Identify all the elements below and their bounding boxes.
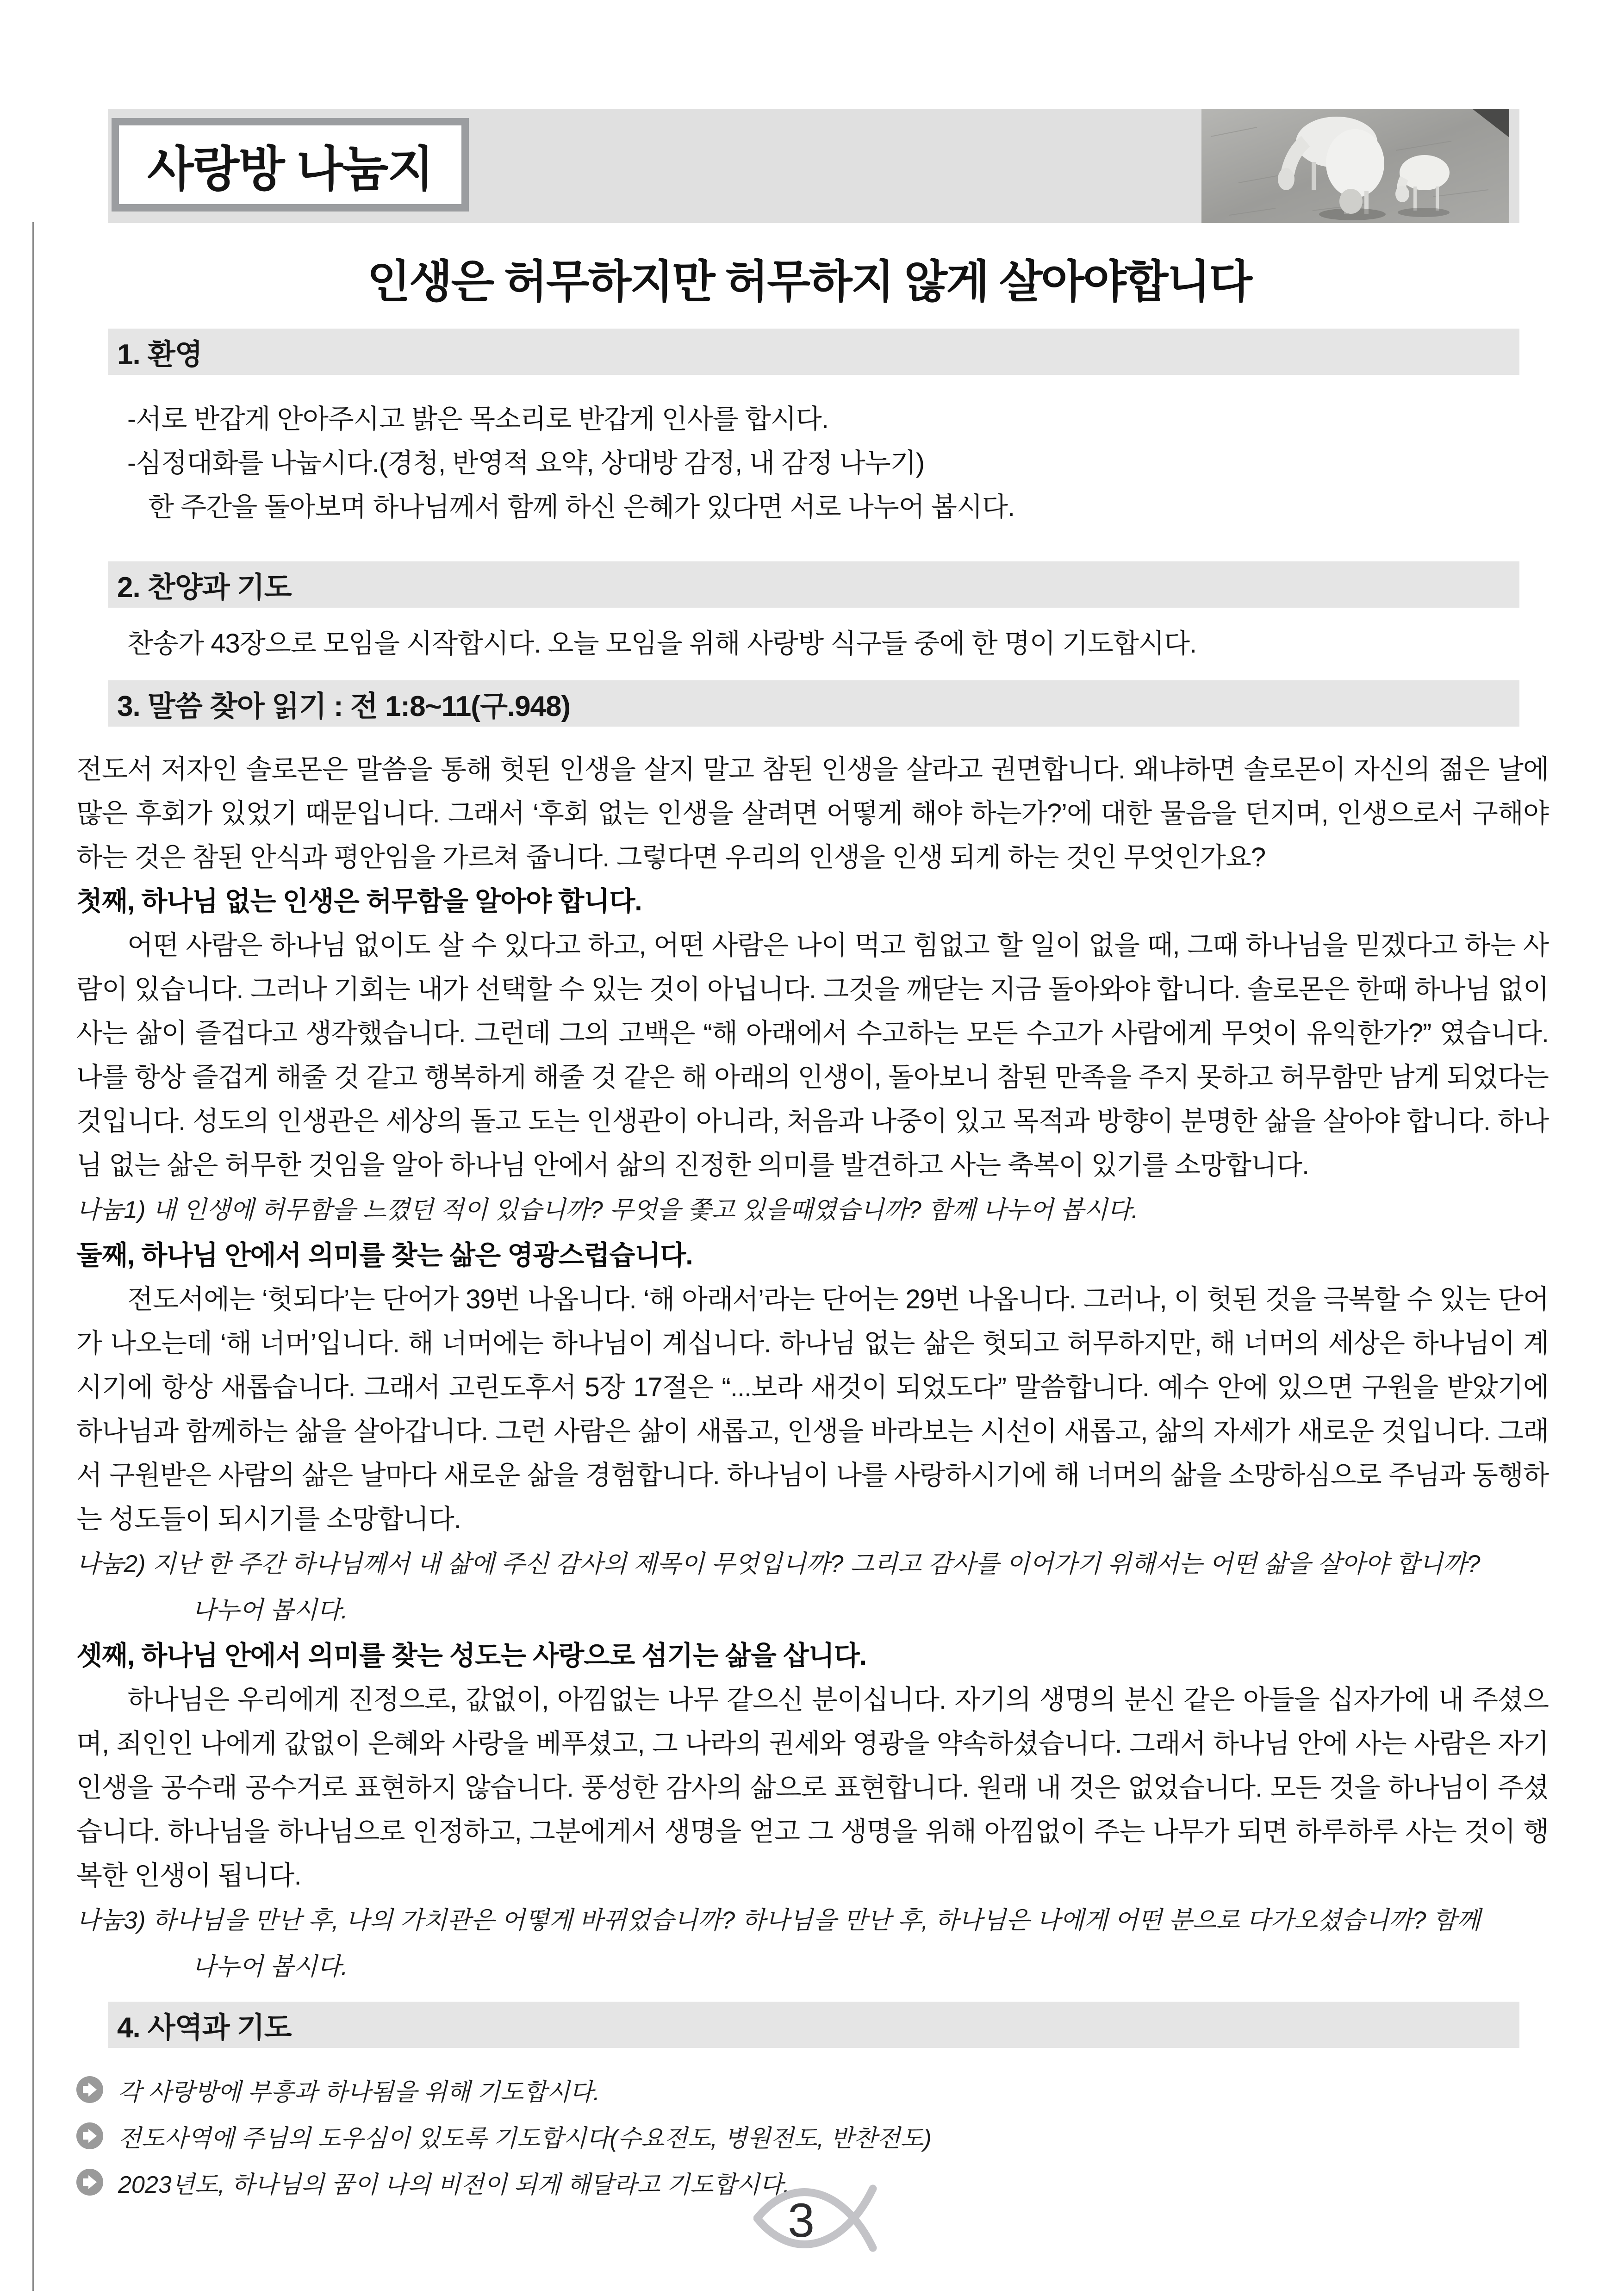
point3-question-cont: 나누어 봅시다.: [192, 1953, 348, 1980]
section-heading-scripture-label: 3. 말씀 찾아 읽기 : 전 1:8~11(구.948): [117, 690, 571, 722]
welcome-line: -서로 반갑게 안아주시고 밝은 목소리로 반갑게 인사를 합시다.: [127, 404, 828, 434]
point3-body: 하나님은 우리에게 진정으로, 값없이, 아낌없는 나무 같으신 분이십니다. 자기의 생명의 분신 같은 아들을 십자가에 내 주셨으며, 죄인인 나에게 값없이 은혜와 사랑을 베푸셨고, 그 나라의 권세와 영광을 약속하셨습니다. 그래서 하나님 안에 사는 사람은 자기 인생을 공수래 공수거로 표현하지 않습니다. 풍성한 감사의 삶으로 표현합니다. 원래 내 것은 없었습니다. 모든 것을 하나님이 주셨습니다. 하나님을 하나님으로 인정하고, 그분에게서 생명을 얻고 그 생명을 위해 아낌없이 주는 나무가 되면 하루하루 사는 것이 행복한 인생이 됩니다.: [76, 1685, 1549, 1891]
scan-edge-line: [32, 222, 34, 2291]
page-content: [76, 324, 1549, 2205]
point2-sharing-question: [76, 1541, 1549, 1634]
point1-sharing-question: 나눔1) 내 인생에 허무함을 느꼈던 적이 있습니까? 무엇을 쫓고 있을때였습니까? 함께 나누어 봅시다.: [76, 1196, 1139, 1224]
welcome-lines: [76, 397, 1549, 529]
circle-arrow-right-icon: [76, 2122, 103, 2149]
praise-line: 찬송가 43장으로 모임을 시작합시다. 오늘 모임을 위해 사랑방 식구들 중에 한 명이 기도합시다.: [127, 628, 1197, 659]
prayer-bullet-row: [76, 2066, 1549, 2113]
welcome-line: 한 주간을 돌아보며 하나님께서 함께 하신 은혜가 있다면 서로 나누어 봅시다.: [148, 492, 1015, 522]
welcome-line: -심정대화를 나눕시다.(경청, 반영적 요약, 상대방 감정, 내 감정 나누기): [127, 448, 925, 478]
sermon-intro: 전도서 저자인 솔로몬은 말씀을 통해 헛된 인생을 살지 말고 참된 인생을 살라고 권면합니다. 왜냐하면 솔로몬이 자신의 젊은 날에 많은 후회가 있었기 때문입니다. 그래서 ‘후회 없는 인생을 살려면 어떻게 해야 하는가?’에 대한 물음을 던지며, 인생으로서 구해야 하는 것은 참된 안식과 평안임을 가르쳐 줍니다. 그렇다면 우리의 인생을 인생 되게 하는 것인 무엇인가요?: [76, 754, 1549, 872]
point1-subhead: 첫째, 하나님 없는 인생은 허무함을 알아야 합니다.: [76, 886, 642, 916]
point2-body: 전도서에는 ‘헛되다’는 단어가 39번 나옵니다. ‘해 아래서’라는 단어는 29번 나옵니다. 그러나, 이 헛된 것을 극복할 수 있는 단어가 나오는데 ‘해 너머’입니다. 해 너머에는 하나님이 계십니다. 하나님 없는 삶은 헛되고 허무하지만, 해 너머의 세상은 하나님이 계시기에 항상 새롭습니다. 그래서 고린도후서 5장 17절은 “...보라 새것이 되었도다” 말씀합니다. 예수 안에 있으면 구원을 받았기에 하나님과 함께하는 삶을 살아갑니다. 그런 사람은 삶이 새롭고, 인생을 바라보는 시선이 새롭고, 삶의 자세가 새로운 것입니다. 그래서 구원받은 사람의 삶은 날마다 새로운 삶을 경험합니다. 하나님이 나를 사랑하시기에 해 너머의 삶을 소망하심으로 주님과 동행하는 성도들이 되시기를 소망합니다.: [76, 1284, 1549, 1534]
section-heading-ministry-label: 4. 사역과 기도: [117, 2011, 292, 2044]
ichthys-fish-icon: [753, 2178, 877, 2265]
point1-body: 어떤 사람은 하나님 없이도 살 수 있다고 하고, 어떤 사람은 나이 먹고 힘없고 할 일이 없을 때, 그때 하나님을 믿겠다고 하는 사람이 있습니다. 그러나 기회는 내가 선택할 수 있는 것이 아닙니다. 그것을 깨닫는 지금 돌아와야 합니다. 솔로몬은 한때 하나님 없이 사는 삶이 즐겁다고 생각했습니다. 그런데 그의 고백은 “해 아래에서 수고하는 모든 수고가 사람에게 무엇이 유익한가?” 였습니다. 나를 항상 즐겁게 해줄 것 같고 행복하게 해줄 것 같은 해 아래의 인생이, 돌아보니 참된 만족을 주지 못하고 허무함만 남게 되었다는 것입니다. 성도의 인생관은 세상의 돌고 도는 인생관이 아니라, 처음과 나중이 있고 목적과 방향이 분명한 삶을 살아야 합니다. 하나님 없는 삶은 허무한 것임을 알아 하나님 안에서 삶의 진정한 의미를 발견하고 사는 축복이 있기를 소망합니다.: [76, 930, 1549, 1180]
section-heading-praise-label: 2. 찬양과 기도: [117, 571, 292, 604]
prayer-bullet-text: 각 사랑방에 부흥과 하나됨을 위해 기도합시다.: [118, 2078, 600, 2106]
section-heading-praise: [108, 561, 1519, 608]
circle-arrow-right-icon: [76, 2169, 103, 2196]
newsletter-badge: [112, 118, 469, 212]
header-band: [108, 109, 1519, 223]
section-heading-welcome-label: 1. 환영: [117, 338, 202, 371]
newsletter-badge-label: 사랑방 나눔지: [147, 143, 433, 196]
section-heading-scripture: [108, 680, 1519, 727]
prayer-bullet-row: [76, 2113, 1549, 2159]
circle-arrow-right-icon: [76, 2076, 103, 2103]
prayer-bullet-text: 전도사역에 주님의 도우심이 있도록 기도합시다(수요전도, 병원전도, 반찬전도): [118, 2125, 932, 2152]
sheep-photo: [1201, 109, 1509, 223]
page-title: 인생은 허무하지만 허무하지 않게 살아야합니다: [367, 256, 1251, 307]
prayer-bullet-text: 2023년도, 하나님의 꿈이 나의 비전이 되게 해달라고 기도합시다.: [118, 2171, 790, 2198]
point2-question-line: 나눔2) 지난 한 주간 하나님께서 내 삶에 주신 감사의 제목이 무엇입니까? 그리고 감사를 이어가기 위해서는 어떤 삶을 살아야 합니까?: [76, 1550, 1481, 1578]
point2-subhead: 둘째, 하나님 안에서 의미를 찾는 삶은 영광스럽습니다.: [76, 1240, 693, 1270]
point2-question-cont: 나누어 봅시다.: [192, 1597, 348, 1624]
section-heading-ministry: [108, 2002, 1519, 2048]
page-number: 3: [788, 2194, 815, 2247]
section-heading-welcome: [108, 329, 1519, 375]
point3-question-line: 나눔3) 하나님을 만난 후, 나의 가치관은 어떻게 바뀌었습니까? 하나님을 만난 후, 하나님은 나에게 어떤 분으로 다가오셨습니까? 함께: [76, 1907, 1481, 1934]
point3-subhead: 셋째, 하나님 안에서 의미를 찾는 성도는 사랑으로 섬기는 삶을 삽니다.: [76, 1641, 867, 1671]
point3-sharing-question: [76, 1898, 1549, 1990]
